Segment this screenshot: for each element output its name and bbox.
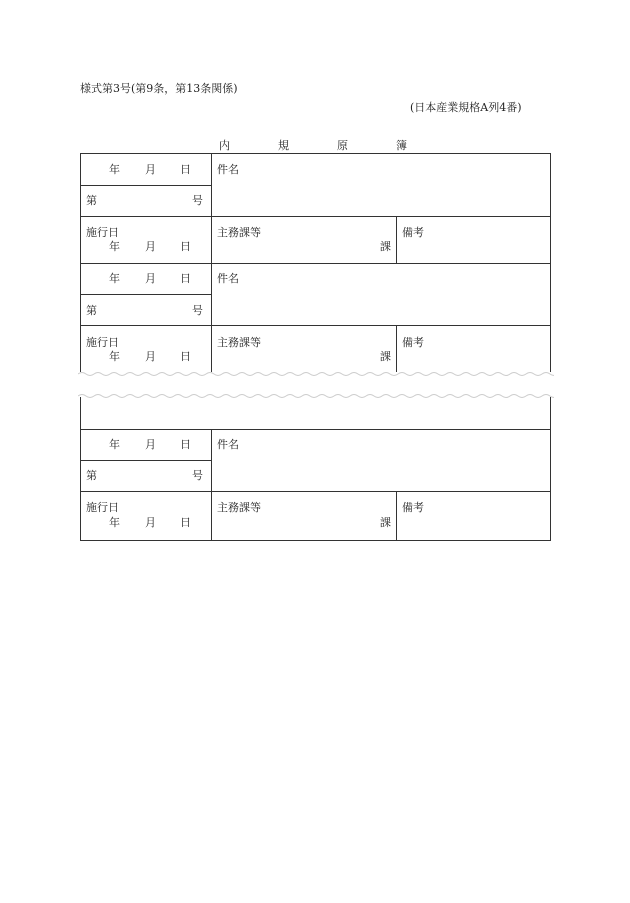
column-divider — [211, 429, 212, 491]
ledger-table-upper — [80, 153, 551, 375]
divider — [81, 294, 211, 295]
date-day-label: 日 — [180, 350, 191, 363]
title-char-4: 簿 — [396, 139, 407, 152]
entry-separator — [81, 263, 550, 264]
date-year-label: 年 — [109, 516, 120, 529]
remarks-label: 備考 — [402, 336, 424, 349]
date-month-label: 月 — [145, 350, 156, 363]
divider — [81, 460, 211, 461]
entry-separator — [81, 216, 550, 217]
date-year-label: 年 — [109, 350, 120, 363]
title-char-2: 規 — [278, 139, 289, 152]
remarks-label: 備考 — [402, 226, 424, 239]
date-month-label: 月 — [145, 240, 156, 253]
remarks-label: 備考 — [402, 501, 424, 514]
effective-date-label: 施行日 — [86, 336, 119, 349]
subject-label: 件名 — [217, 438, 239, 451]
entry-separator — [81, 325, 550, 326]
number-suffix-label: 号 — [192, 194, 203, 207]
department-suffix-label: 課 — [380, 350, 391, 363]
column-divider — [211, 263, 212, 325]
date-day-label: 日 — [180, 163, 191, 176]
number-suffix-label: 号 — [192, 469, 203, 482]
number-prefix-label: 第 — [86, 304, 97, 317]
date-year-label: 年 — [109, 163, 120, 176]
date-month-label: 月 — [145, 516, 156, 529]
page-title — [219, 137, 407, 153]
subject-label: 件名 — [217, 163, 239, 176]
effective-date-label: 施行日 — [86, 226, 119, 239]
title-char-3: 原 — [337, 139, 348, 152]
department-suffix-label: 課 — [380, 516, 391, 529]
date-year-label: 年 — [109, 272, 120, 285]
entry-separator — [81, 491, 550, 492]
department-label: 主務課等 — [217, 501, 261, 514]
form-number: 様式第3号(第9条，第13条関係) — [80, 82, 238, 95]
date-month-label: 月 — [145, 272, 156, 285]
divider — [81, 185, 211, 186]
paper-size-note: (日本産業規格A列4番) — [410, 101, 522, 114]
department-label: 主務課等 — [217, 336, 261, 349]
department-suffix-label: 課 — [380, 240, 391, 253]
department-label: 主務課等 — [217, 226, 261, 239]
column-divider — [396, 325, 397, 374]
date-day-label: 日 — [180, 516, 191, 529]
date-month-label: 月 — [145, 163, 156, 176]
ledger-table-lower — [80, 397, 551, 541]
title-char-1: 内 — [219, 139, 230, 152]
entry-separator — [81, 429, 550, 430]
number-prefix-label: 第 — [86, 469, 97, 482]
column-divider — [396, 491, 397, 540]
date-month-label: 月 — [145, 438, 156, 451]
date-year-label: 年 — [109, 438, 120, 451]
subject-label: 件名 — [217, 272, 239, 285]
column-divider — [211, 491, 212, 540]
date-day-label: 日 — [180, 438, 191, 451]
effective-date-label: 施行日 — [86, 501, 119, 514]
date-year-label: 年 — [109, 240, 120, 253]
date-day-label: 日 — [180, 240, 191, 253]
tear-line-top — [78, 371, 554, 377]
number-suffix-label: 号 — [192, 304, 203, 317]
column-divider — [396, 216, 397, 263]
date-day-label: 日 — [180, 272, 191, 285]
number-prefix-label: 第 — [86, 194, 97, 207]
